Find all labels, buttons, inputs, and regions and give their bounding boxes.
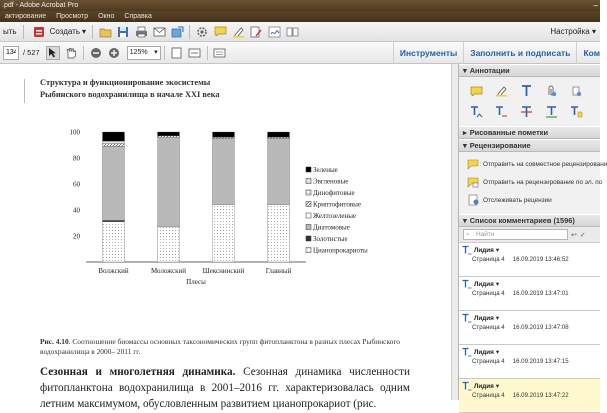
comment-search-input[interactable] xyxy=(463,229,568,240)
settings-icon[interactable] xyxy=(195,25,209,39)
comment-item[interactable] xyxy=(459,345,600,379)
fit-page-icon[interactable] xyxy=(170,46,184,60)
comment-meta xyxy=(462,290,600,297)
reply-icon[interactable]: ↩ xyxy=(571,231,577,239)
email-review-icon xyxy=(467,176,479,188)
window-controls xyxy=(594,0,598,11)
y-tick-label: 40 xyxy=(73,206,80,215)
legend-swatch xyxy=(306,179,311,184)
comment-date: 16.09.2019 13:46:52 xyxy=(512,256,569,263)
comment-date: 16.09.2019 13:47:08 xyxy=(512,324,569,331)
menu-item-view[interactable]: Просмотр xyxy=(56,13,89,20)
legend-swatch xyxy=(306,213,311,218)
comment-page: Страница 4 xyxy=(472,324,505,331)
annotations-title: Аннотации xyxy=(469,65,510,75)
comment-date: 16.09.2019 13:47:01 xyxy=(512,290,569,297)
comment-meta xyxy=(462,324,600,331)
review-title: Рецензирование xyxy=(469,140,531,150)
divider xyxy=(83,46,84,60)
chevron-down-icon[interactable]: ▾ xyxy=(495,348,500,356)
annotation-tools xyxy=(459,77,600,126)
zoom-in-icon[interactable] xyxy=(107,46,121,60)
legend-label: Цианопрокариоты xyxy=(313,246,368,255)
comment-author: Лидия xyxy=(474,382,494,390)
comment-date: 16.09.2019 13:47:15 xyxy=(512,358,569,365)
bar-segment xyxy=(213,132,235,137)
x-tick-label: Моложский xyxy=(151,267,186,275)
paragraph-text: Сезонная динамика численности фитопланктона водохранилища в 2001–2016 гг. характеризовалась одним летним максимумом, обусловленным развитием цианопрокариот (рис. xyxy=(40,366,410,410)
annotations-section-header[interactable] xyxy=(459,64,600,77)
comment-item[interactable] xyxy=(459,379,600,413)
bar-segment xyxy=(103,220,125,221)
chevron-down-icon[interactable]: ▾ xyxy=(495,246,500,254)
figure-number: Рис. 4.10 xyxy=(40,337,69,346)
figure-caption-text: . Соотношение биомассы основных таксономических групп фитопланктона в разных плесах Рыбинского водохранилища в 2000– 2011 гг. xyxy=(40,337,400,356)
legend-label: Эвгленовые xyxy=(313,177,349,186)
expand-arrow-icon: ▸ xyxy=(463,127,467,137)
x-tick-label: Волжский xyxy=(98,267,129,275)
add-text-icon[interactable] xyxy=(519,84,533,98)
replace-text-icon[interactable] xyxy=(494,105,508,119)
x-tick-label: Главный xyxy=(265,267,292,275)
chevron-down-icon[interactable]: ▾ xyxy=(495,314,500,322)
bar-segment xyxy=(268,205,290,262)
menu-bar xyxy=(0,11,600,22)
highlight-icon[interactable] xyxy=(231,25,245,39)
legend-label: Золотистые xyxy=(313,235,348,243)
comment-bubble-icon[interactable] xyxy=(213,25,227,39)
tab-fill-sign[interactable]: Заполнить и подписать xyxy=(463,42,576,64)
select-cursor-icon[interactable] xyxy=(46,46,60,60)
customize-menu[interactable] xyxy=(550,27,596,36)
zoom-value: 125% xyxy=(129,48,148,56)
divider xyxy=(189,25,190,39)
divider xyxy=(92,25,93,39)
bar-segment xyxy=(158,227,180,262)
bar-segment xyxy=(158,132,180,136)
comment-author-row xyxy=(462,347,600,357)
comment-page: Страница 4 xyxy=(472,290,505,297)
section-heading: Сезонная и многолетняя динамика. xyxy=(40,366,236,378)
legend-swatch xyxy=(306,167,311,172)
text-edit-icon xyxy=(462,246,472,255)
minimize-icon[interactable]: – xyxy=(593,1,598,10)
fit-width-icon[interactable] xyxy=(188,46,202,60)
main-toolbar xyxy=(0,22,600,42)
divider xyxy=(164,46,165,60)
menu-item-window[interactable]: Окно xyxy=(98,13,115,20)
collapse-arrow-icon: ▾ xyxy=(463,65,467,75)
send-email-review[interactable] xyxy=(459,173,603,191)
comment-item[interactable] xyxy=(459,277,600,311)
y-tick-label: 80 xyxy=(73,154,80,163)
text-edit-icon xyxy=(462,314,472,323)
review-item-label: Отслеживать рецензии xyxy=(483,196,552,204)
review-section-header[interactable] xyxy=(459,139,600,152)
bar-segment xyxy=(103,132,125,141)
legend-label: Криптофитовые xyxy=(313,200,361,209)
open-folder-icon[interactable] xyxy=(98,25,112,39)
underline-icon[interactable] xyxy=(544,105,558,119)
track-reviews[interactable] xyxy=(459,191,600,209)
collapse-arrow-icon: ▾ xyxy=(463,140,467,150)
legend-swatch xyxy=(306,248,311,253)
open-button[interactable] xyxy=(0,24,20,40)
chevron-down-icon: ▾ xyxy=(82,27,87,36)
comment-page: Страница 4 xyxy=(472,358,505,365)
insert-text-icon[interactable] xyxy=(469,105,483,119)
comment-page: Страница 4 xyxy=(472,392,505,399)
comment-pane xyxy=(458,64,607,400)
y-tick-label: 100 xyxy=(69,128,80,137)
drawing-title: Рисованные пометки xyxy=(469,127,548,137)
customize-label: Настройка xyxy=(550,27,590,36)
x-tick-label: Шекснинский xyxy=(202,267,245,275)
comment-author: Лидия xyxy=(474,280,494,288)
figure-caption xyxy=(40,337,406,357)
bar-segment xyxy=(213,205,235,262)
x-axis-title: Плесы xyxy=(186,278,206,286)
chevron-down-icon[interactable]: ▾ xyxy=(495,382,500,390)
edit-text-icon[interactable] xyxy=(249,25,263,39)
legend-label: Диатомовые xyxy=(313,223,350,232)
review-list xyxy=(459,152,607,212)
comment-page: Страница 4 xyxy=(472,256,505,263)
create-button[interactable] xyxy=(27,24,89,40)
legend-label: Динофитовые xyxy=(313,189,355,197)
record-audio-icon[interactable] xyxy=(569,84,583,98)
comment-date: 16.09.2019 13:47:22 xyxy=(512,392,569,399)
keyboard-icon[interactable] xyxy=(213,46,227,60)
comments-toolbar xyxy=(459,227,600,243)
tab-comment[interactable]: Ком xyxy=(576,42,600,64)
search-placeholder: Найти xyxy=(476,231,495,238)
collapse-arrow-icon: ▾ xyxy=(463,215,467,225)
divider xyxy=(207,46,208,60)
bar-segment xyxy=(268,139,290,205)
comment-author-row xyxy=(462,313,600,323)
legend-label: Зеленые xyxy=(313,166,338,174)
document-scrollbar[interactable] xyxy=(451,64,458,400)
document-view[interactable] xyxy=(0,64,458,410)
page-number-input[interactable] xyxy=(3,46,19,60)
save-icon[interactable] xyxy=(116,25,130,39)
attach-file-icon[interactable] xyxy=(544,84,558,98)
header-line-1: Структура и функционирование экосистемы xyxy=(40,78,211,87)
create-pdf-icon xyxy=(32,25,46,39)
sticky-note-icon[interactable] xyxy=(469,84,483,98)
share-icon[interactable] xyxy=(170,25,184,39)
review-item-label: Отправить на совместное рецензировани xyxy=(483,160,607,168)
header-line-2: Рыбинского водохранилища в начале XXI века xyxy=(40,90,220,99)
bar-segment xyxy=(158,136,180,137)
bar-segment xyxy=(103,146,125,220)
create-label: Создать xyxy=(49,27,80,36)
biomass-chart xyxy=(0,64,451,339)
window-title: .pdf - Adobe Acrobat Pro xyxy=(2,2,79,9)
menu-item-edit[interactable]: актирование xyxy=(5,13,47,20)
comment-item[interactable] xyxy=(459,243,600,277)
compare-icon[interactable] xyxy=(285,25,299,39)
legend-swatch xyxy=(306,190,311,195)
menu-item-help[interactable]: Справка xyxy=(124,13,152,20)
drawing-section-header[interactable] xyxy=(459,126,600,139)
comments-list-header[interactable] xyxy=(459,214,600,227)
hand-tool-icon[interactable] xyxy=(64,46,78,60)
comment-author: Лидия xyxy=(474,246,494,254)
comment-meta xyxy=(462,392,600,399)
strikethrough-icon[interactable] xyxy=(519,105,533,119)
comment-author-row xyxy=(462,245,600,255)
comment-author-row xyxy=(462,381,600,391)
divider xyxy=(23,25,24,39)
review-item-label: Отправить на рецензирование по эл. по xyxy=(483,178,603,186)
add-note-to-text-icon[interactable] xyxy=(569,105,583,119)
bar-segment xyxy=(268,137,290,138)
legend-swatch xyxy=(306,225,311,230)
legend-swatch xyxy=(306,202,311,207)
comment-list xyxy=(459,243,600,413)
print-icon[interactable] xyxy=(134,25,148,39)
highlight-text-icon[interactable] xyxy=(494,84,508,98)
tracker-icon xyxy=(467,194,479,206)
bar-segment xyxy=(103,222,125,262)
bar-segment xyxy=(158,137,180,227)
shared-review-icon xyxy=(467,158,479,170)
y-tick-label: 20 xyxy=(73,232,80,241)
bar-segment xyxy=(103,141,125,144)
comment-author: Лидия xyxy=(474,314,494,322)
check-icon[interactable]: ✓ xyxy=(579,231,586,239)
comment-author: Лидия xyxy=(474,348,494,356)
chevron-down-icon: ▾ xyxy=(591,27,596,36)
open-label: ыть xyxy=(3,27,17,36)
bar-segment xyxy=(268,132,290,137)
email-icon[interactable] xyxy=(152,25,166,39)
zoom-select[interactable] xyxy=(127,46,161,60)
comments-list-title: Список комментариев (1596) xyxy=(469,215,575,225)
search-icon: ⌕ xyxy=(466,231,470,238)
comment-author-row xyxy=(462,279,600,289)
text-edit-icon xyxy=(462,382,472,391)
chevron-down-icon: ▾ xyxy=(154,48,158,56)
body-paragraph xyxy=(40,364,410,412)
tab-tools[interactable]: Инструменты xyxy=(393,42,463,64)
task-pane-tabs xyxy=(393,42,600,64)
window-titlebar xyxy=(0,0,600,11)
text-edit-icon xyxy=(462,280,472,289)
y-tick-label: 60 xyxy=(73,180,80,189)
comment-meta xyxy=(462,358,600,365)
legend-swatch xyxy=(306,236,311,241)
comment-item[interactable] xyxy=(459,311,600,345)
legend-label: Желтозеленые xyxy=(313,212,357,220)
text-edit-icon xyxy=(462,348,472,357)
comment-meta xyxy=(462,256,600,263)
bar-segment xyxy=(213,139,235,205)
bar-segment xyxy=(213,137,235,138)
navigation-toolbar xyxy=(0,42,600,64)
send-shared-review[interactable] xyxy=(459,155,607,173)
chevron-down-icon[interactable]: ▾ xyxy=(495,280,500,288)
sign-icon[interactable] xyxy=(267,25,281,39)
bar-segment xyxy=(103,144,125,147)
zoom-out-icon[interactable] xyxy=(89,46,103,60)
page-total: / 527 xyxy=(23,48,40,57)
